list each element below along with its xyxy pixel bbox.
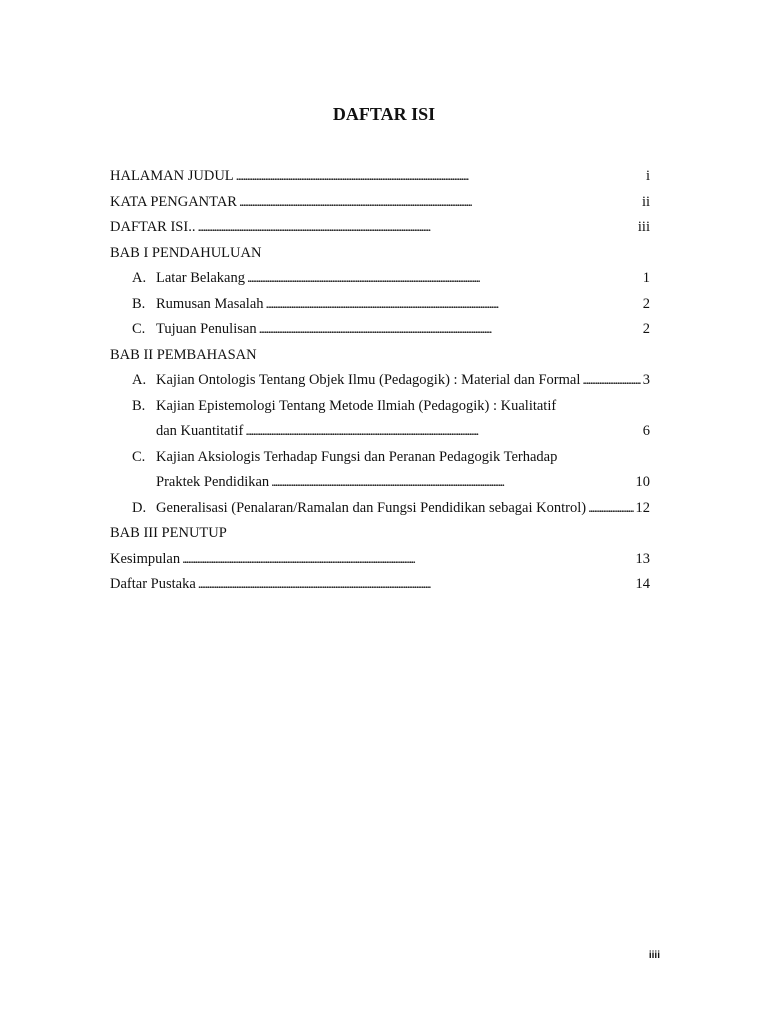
toc-subentry — [110, 368, 650, 394]
toc-entry-page: 10 — [635, 474, 650, 490]
toc-entry-letter: B. — [132, 295, 146, 312]
dot-leader — [259, 317, 641, 343]
toc-entry-label: Daftar Pustaka — [110, 576, 196, 592]
toc-entry-label: KATA PENGANTAR — [110, 193, 237, 210]
toc-subentry — [110, 266, 650, 292]
page-title: DAFTAR ISI — [332, 104, 436, 124]
toc-entry-label: Kajian Aksiologis Terhadap Fungsi dan Peranan Pedagogik Terhadap — [156, 448, 558, 465]
dot-leader — [582, 368, 640, 394]
toc-subentry — [110, 496, 650, 522]
toc-subentry-continuation — [110, 419, 650, 445]
dot-leader — [247, 266, 641, 292]
toc-entry-label: Latar Belakang — [156, 270, 245, 286]
toc-entry-page: ii — [641, 193, 650, 210]
dot-leader — [198, 572, 634, 598]
toc-entry-letter: C. — [132, 448, 146, 465]
toc-entry-letter: C. — [132, 321, 146, 337]
dot-leader — [588, 496, 633, 522]
toc-entry-label: BAB I PENDAHULUAN — [110, 244, 262, 261]
toc-entry-label: Kajian Ontologis Tentang Objek Ilmu (Pedagogik) : Material dan Formal — [156, 372, 581, 388]
toc-entry-page: 3 — [642, 372, 650, 388]
dot-leader — [266, 292, 641, 318]
dot-leader — [182, 547, 633, 573]
toc-entry-label: Praktek Pendidikan — [156, 474, 270, 490]
toc-entry — [110, 215, 650, 241]
page-number: iiii — [648, 950, 660, 961]
toc-entry-page: 13 — [635, 550, 650, 567]
toc-entry-label: Rumusan Masalah — [156, 295, 264, 312]
toc-entry-label: HALAMAN JUDUL — [110, 168, 234, 184]
toc-chapter-heading — [110, 343, 650, 369]
toc-entry-page: 6 — [642, 423, 650, 439]
dot-leader — [245, 419, 640, 445]
toc-entry — [110, 572, 650, 598]
toc-entry-letter: B. — [132, 397, 146, 414]
toc-subentry — [110, 317, 650, 343]
dot-leader — [271, 470, 633, 496]
toc-entry — [110, 190, 650, 216]
toc-subentry — [110, 445, 650, 471]
dot-leader — [236, 164, 644, 190]
toc-entry-page: i — [645, 168, 650, 184]
toc-entry-label: Kajian Epistemologi Tentang Metode Ilmiah (Pedagogik) : Kualitatif — [156, 397, 557, 414]
toc-entry-page: 2 — [642, 321, 650, 337]
toc-subentry-continuation — [110, 470, 650, 496]
toc-entry-page: 2 — [642, 295, 650, 312]
table-of-contents — [110, 164, 650, 598]
toc-entry-label: Generalisasi (Penalaran/Ramalan dan Fungsi Pendidikan sebagai Kontrol) — [156, 499, 587, 516]
dot-leader — [197, 215, 635, 241]
toc-subentry — [110, 292, 650, 318]
toc-entry-page: 12 — [635, 499, 650, 516]
toc-entry-letter: A. — [132, 270, 147, 286]
toc-entry-label: Tujuan Penulisan — [156, 321, 257, 337]
toc-entry-label: BAB III PENUTUP — [110, 525, 227, 541]
toc-entry-label: BAB II PEMBAHASAN — [110, 346, 257, 363]
toc-entry-label: dan Kuantitatif — [156, 423, 244, 439]
toc-entry-letter: D. — [132, 499, 147, 516]
toc-entry — [110, 547, 650, 573]
toc-entry-label: Kesimpulan — [110, 550, 181, 567]
toc-entry-label: DAFTAR ISI.. — [110, 219, 196, 235]
toc-entry-letter: A. — [132, 372, 147, 388]
toc-entry-page: 14 — [635, 576, 650, 592]
toc-subentry — [110, 394, 650, 420]
toc-entry — [110, 164, 650, 190]
toc-chapter-heading — [110, 521, 650, 547]
toc-chapter-heading — [110, 241, 650, 267]
dot-leader — [239, 190, 640, 216]
toc-entry-page: 1 — [642, 270, 650, 286]
toc-entry-page: iii — [637, 219, 650, 235]
